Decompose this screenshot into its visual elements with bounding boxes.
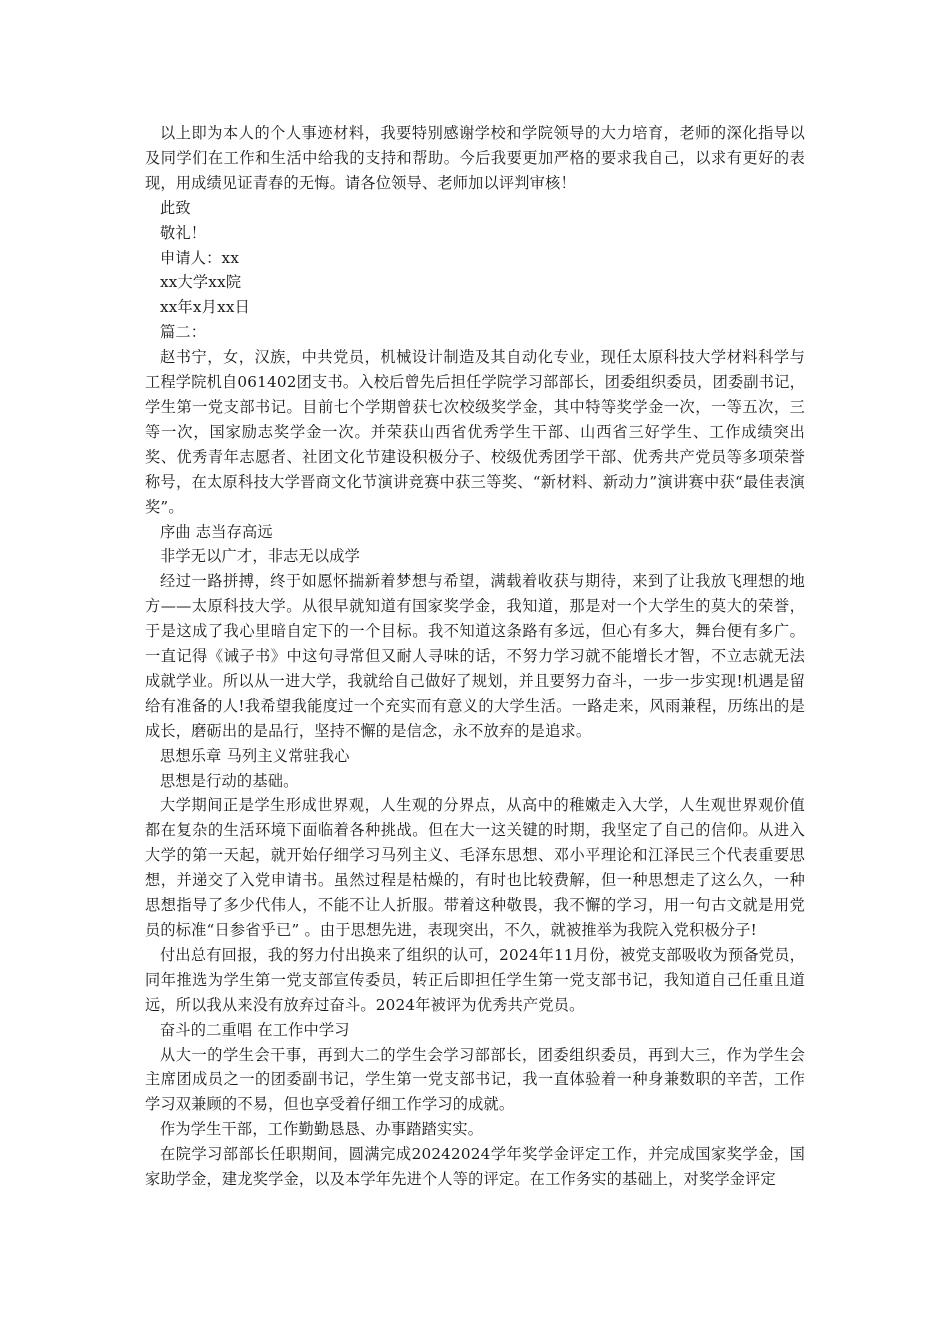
paragraph-motto: 非学无以广才，非志无以成学: [160, 547, 361, 566]
paragraph-scholarship-work: 在院学习部部长任职期间，圆满完成20242024学年奖学金评定工作，并完成国家奖学金，国家助学金，建龙奖学金，以及本学年先进个人等的评定。在工作务实的基础上，对奖学金评定: [145, 1145, 805, 1189]
paragraph-school: xx大学xx院: [160, 273, 242, 292]
paragraph-cadre-attitude: 作为学生干部，工作勤勤恳恳、办事踏踏实实。: [160, 1120, 484, 1139]
paragraph-journey: 经过一路拼搏，终于如愿怀揣新着梦想与希望，满载着收获与期待，来到了让我放飞理想的地方——太原科技大学。从很早就知道有国家奖学金，我知道，那是对一个大学生的莫大的荣誉，于是这成了我心里暗自定下的一个目标。我不知道这条路有多远，但心有多大，舞台便有多广。一直记得《诫子书》中这句寻常但又耐人寻味的话，不努力学习就不能增长才智，不立志就无法成就学业。所以从一进大学，我就给自己做好了规划，并且要努力奋斗，一步一步实现!机遇是留给有准备的人!我希望我能度过一个充实而有意义的大学生活。一路走来，风雨兼程，历练出的是成长，磨砺出的是品行，坚持不懈的是信念，永不放弃的是追求。: [145, 572, 805, 740]
paragraph-roles: 从大一的学生会干事，再到大二的学生会学习部部长，团委组织委员，再到大三，作为学生会主席团成员之一的团委副书记，学生第一党支部书记，我一直体验着一种身兼数职的辛苦，工作学习双兼顾的不易，但也享受着仔细工作学习的成就。: [145, 1045, 805, 1114]
paragraph-applicant: 申请人：xx: [160, 248, 240, 267]
paragraph-date: xx年x月xx日: [160, 298, 250, 317]
paragraph-regards: 敬礼！: [160, 223, 207, 242]
paragraph-salutation: 此致: [160, 198, 191, 217]
section-heading-part-two: 篇二：: [160, 323, 207, 342]
section-heading-thought: 思想乐章 马列主义常驻我心: [160, 746, 350, 765]
paragraph-profile: 赵书宁，女，汉族，中共党员，机械设计制造及其自动化专业，现任太原科技大学材料科学与工程学院机自061402团支书。入校后曾先后担任学院学习部部长，团委组织委员，团委副书记，学生第一党支部书记。目前七个学期曾获七次校级奖学金，其中特等奖学金一次，一等五次，三等一次，国家励志奖学金一次。并荣获山西省优秀学生干部、山西省三好学生、工作成绩突出奖、优秀青年志愿者、社团文化节建设积极分子、校级优秀团学干部、优秀共产党员等多项荣誉称号，在太原科技大学晋商文化节演讲竞赛中获三等奖、“新材料、新动力”演讲赛中获“最佳表演奖”。: [145, 348, 805, 516]
paragraph-closing-thanks: 以上即为本人的个人事迹材料，我要特别感谢学校和学院领导的大力培育，老师的深化指导以及同学们在工作和生活中给我的支持和帮助。今后我要更加严格的要求我自己，以求有更好的表现，用成绩见证青春的无悔。请各位领导、老师加以评判审核！: [145, 124, 805, 192]
section-heading-prelude: 序曲 志当存高远: [160, 522, 273, 541]
paragraph-worldview: 大学期间正是学生形成世界观，人生观的分界点，从高中的稚嫩走入大学，人生观世界观价值都在复杂的生活环境下面临着各种挑战。但在大一这关键的时期，我坚定了自己的信仰。从进入大学的第一天起，就开始仔细学习马列主义、毛泽东思想、邓小平理论和江泽民三个代表重要思想，并递交了入党申请书。虽然过程是枯燥的，有时也比较费解，但一种思想走了这么久，一种思想指导了多少代伟人，不能不让人折服。带着这种敬畏，我不懈的学习，用一句古文就是用党员的标准“日参省乎已” 。由于思想先进，表现突出，不久，就被推举为我院入党积极分子!: [145, 796, 805, 939]
document-body: [145, 121, 805, 1192]
paragraph-party-membership: 付出总有回报，我的努力付出换来了组织的认可，2024年11月份，被党支部吸收为预备党员，同年推选为学生第一党支部宣传委员，转正后即担任学生第一党支部书记，我知道自己任重且道远，所以我从来没有放弃过奋斗。2024年被评为优秀共产党员。: [145, 945, 805, 1014]
section-heading-struggle: 奋斗的二重唱 在工作中学习: [160, 1020, 350, 1039]
paragraph-thought-basis: 思想是行动的基础。: [160, 771, 299, 790]
